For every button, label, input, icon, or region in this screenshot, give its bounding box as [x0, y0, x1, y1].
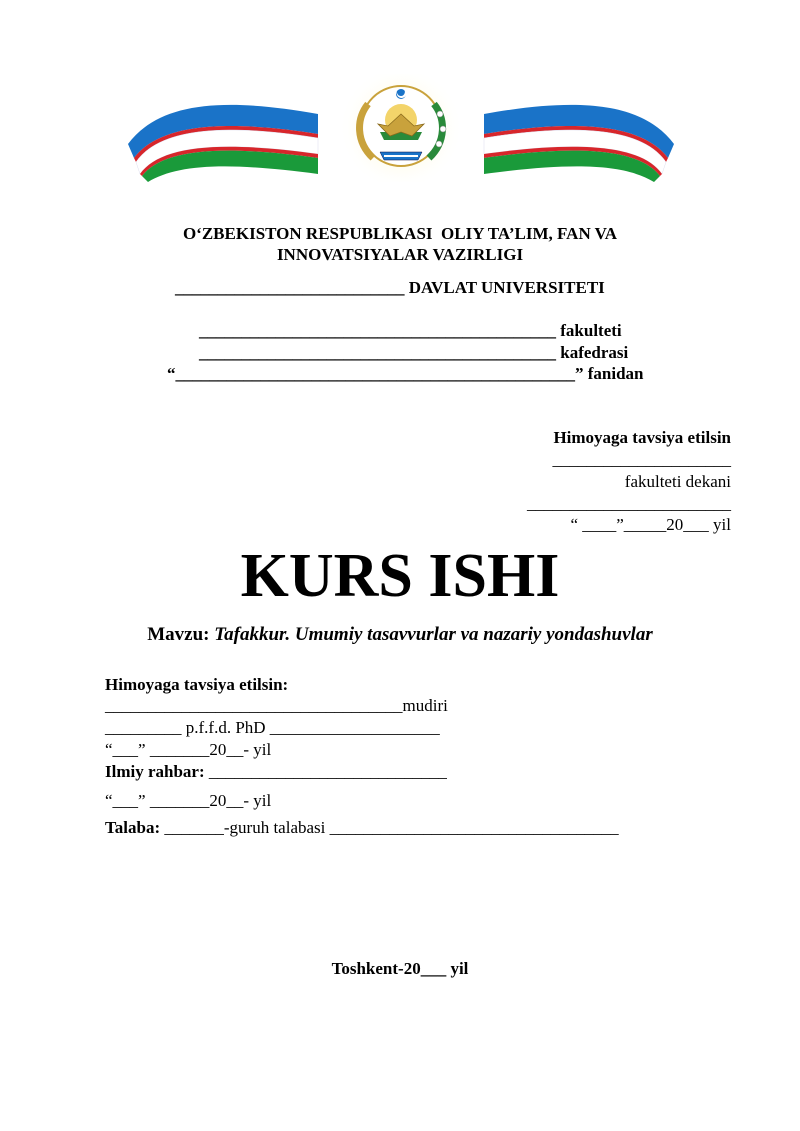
subject-line: “_______________________________________________” fanidan — [167, 364, 644, 383]
dean-label: fakulteti dekani — [624, 472, 731, 491]
student-group-line: _______-guruh talabasi __________________________________ — [160, 818, 619, 837]
dean-signature-line: _____________________ — [552, 450, 731, 469]
supervisor-line — [105, 762, 447, 782]
coat-of-arms — [339, 74, 463, 182]
supervisor-label: Ilmiy rahbar: — [105, 762, 205, 781]
topic-label: Mavzu: — [147, 624, 210, 645]
document-title: KURS ISHI — [240, 542, 560, 610]
approval-heading-bottom: Himoyaga tavsiya etilsin: — [105, 675, 289, 694]
dean-name-line: ________________________ — [527, 494, 731, 513]
flag-ribbon-right — [484, 105, 674, 182]
approval-date-top: “ ____”_____20___ yil — [570, 515, 731, 534]
ministry-title-line-1: O‘ZBEKISTON RESPUBLIKASI OLIY TA’LIM, FAN VA — [182, 224, 618, 243]
department-line: __________________________________________ kafedrasi — [199, 343, 629, 362]
topic-text: Tafakkur. Umumiy tasavvurlar va nazariy yondashuvlar — [214, 624, 653, 645]
state-emblem-with-flag — [118, 74, 684, 182]
student-line — [105, 818, 619, 838]
topic-line — [0, 624, 800, 646]
approval-heading-top: Himoyaga tavsiya etilsin — [553, 428, 731, 447]
flag-ribbon-left — [128, 105, 318, 182]
department-head-line: ___________________________________mudiri — [105, 696, 448, 715]
approval-date-bottom-2: “___” _______20__- yil — [105, 791, 272, 810]
approval-date-bottom-1: “___” _______20__- yil — [105, 740, 272, 759]
faculty-line: __________________________________________ fakulteti — [199, 321, 622, 340]
city-year: Toshkent-20___ yil — [331, 959, 469, 978]
supervisor-signature: ____________________________ — [204, 762, 447, 781]
student-label: Talaba: — [105, 818, 161, 837]
ministry-title-line-2: INNOVATSIYALAR VAZIRLIGI — [276, 245, 524, 264]
university-line: ___________________________ DAVLAT UNIVERSITETI — [175, 278, 605, 297]
degree-line: _________ p.f.f.d. PhD ____________________ — [105, 718, 440, 737]
